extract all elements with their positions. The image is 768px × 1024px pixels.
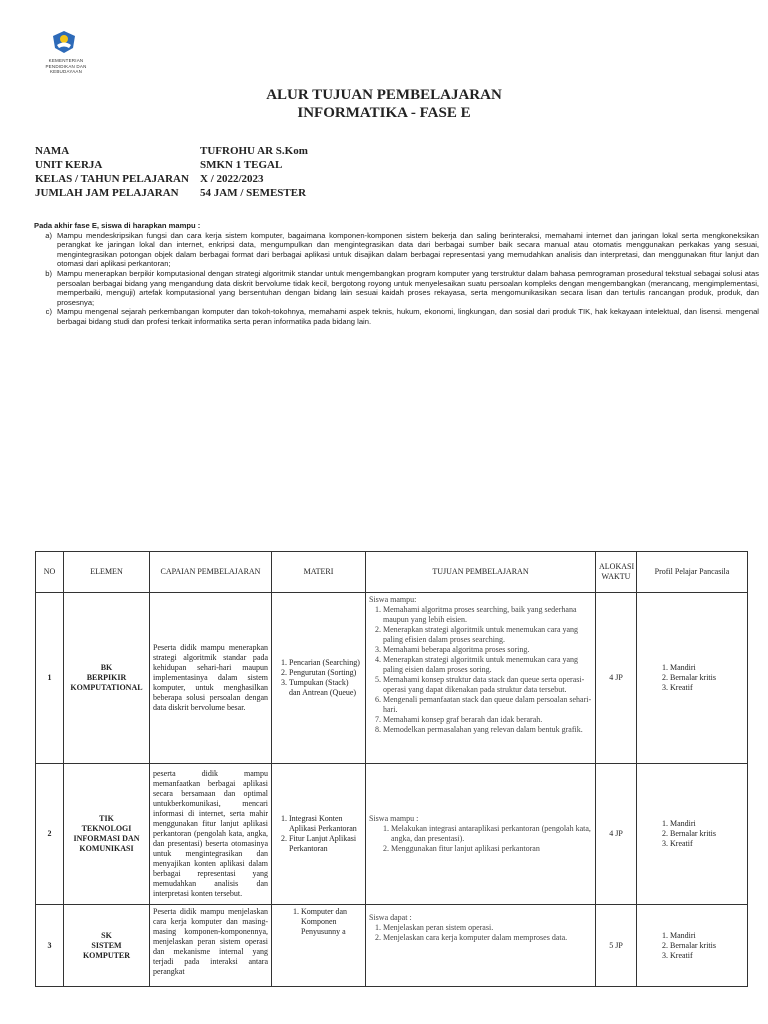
- row-capaian: peserta didik mampu memanfaatkan berbagai aplikasi secara bersamaan dan optimal untukberkomunikasi, mencari informasi di internet, serta mahir menggunakan fitur lanjut aplikasi perkantoran (pengolah kata, angka, dan presentasi) beserta otomasinya untuk mengintegrasikan dan menyajikan konten aplikasi dalam berbagai representasi yang memudahkan analisis dan interpretasi konten tersebut.: [150, 764, 272, 905]
- row-materi: [272, 593, 366, 764]
- tujuan-item: 1. Memahami algoritma proses searching, baik yang sederhana maupun yang lebih eisien.: [383, 605, 592, 625]
- col-header-no: NO: [36, 552, 64, 593]
- identity-block: [35, 144, 308, 200]
- row-materi: [272, 764, 366, 905]
- identity-label: NAMA: [35, 145, 70, 157]
- profil-item: 3. Kreatif: [670, 683, 744, 693]
- intro-text: Mampu mengenal sejarah perkembangan komputer dan tokoh-tokohnya, memahami aspek teknis, hukum, ekonomi, lingkungan, dan sosial dari produk TIK, hak kekayaan intelektual, dan lisensi. mengenal berbagai bidang studi dan profesi terkait informatika serta peran informatika pada bidang lain.: [57, 307, 759, 326]
- learning-path-table: [35, 551, 748, 987]
- col-header-materi: MATERI: [272, 552, 366, 593]
- identity-value: TUFROHU AR S.Kom: [200, 145, 308, 157]
- row-profil: [637, 593, 748, 764]
- row-alokasi: 5 JP: [596, 905, 637, 987]
- tujuan-item: 5. Memahami konsep struktur data stack dan queue serta operasi-operasi yang dapat dikenakan pada struktur data tersebut.: [383, 675, 592, 695]
- intro-marker: c): [45, 307, 52, 317]
- profil-item: 3. Kreatif: [670, 839, 744, 849]
- kemdikbud-logo: [30, 30, 90, 80]
- intro-item: [34, 269, 766, 307]
- tujuan-item: 3. Memahami beberapa algoritma proses soring.: [383, 645, 592, 655]
- elemen-line: KOMPUTER: [82, 950, 131, 960]
- materi-item: 2. Pengurutan (Sorting): [289, 668, 362, 678]
- intro-item: [34, 307, 766, 326]
- tujuan-lead: Siswa mampu:: [369, 595, 417, 604]
- table-header-row: [36, 552, 748, 593]
- row-elemen: [64, 593, 150, 764]
- col-header-tujuan: TUJUAN PEMBELAJARAN: [366, 552, 596, 593]
- tujuan-lead: Siswa mampu :: [369, 814, 419, 823]
- profil-item: 2. Bernalar kritis: [670, 829, 744, 839]
- intro-marker: b): [45, 268, 52, 278]
- tujuan-item: 2. Menggunakan fitur lanjut aplikasi perkantoran: [391, 844, 592, 854]
- row-number: 2: [36, 764, 64, 905]
- learning-outcome-intro: [34, 221, 766, 327]
- materi-item: 2. Fitur Lanjut Aplikasi Perkantoran: [289, 834, 362, 854]
- identity-row: [35, 144, 308, 158]
- profil-item: 1. Mandiri: [670, 663, 744, 673]
- elemen-line: TEKNOLOGI: [81, 824, 132, 833]
- identity-label: JUMLAH JAM PELAJARAN: [35, 187, 179, 199]
- materi-item: 3. Tumpukan (Stack) dan Antrean (Queue): [289, 678, 362, 698]
- row-alokasi: 4 JP: [596, 593, 637, 764]
- elemen-line: BERPIKIR: [86, 673, 127, 682]
- document-title: ALUR TUJUAN PEMBELAJARAN: [266, 87, 502, 103]
- profil-item: 1. Mandiri: [670, 931, 744, 941]
- intro-marker: a): [45, 230, 52, 240]
- col-header-profil: Profil Pelajar Pancasila: [637, 552, 748, 593]
- elemen-line: KOMPUTATIONAL: [70, 683, 143, 692]
- identity-row: [35, 172, 308, 186]
- row-elemen: [64, 905, 150, 987]
- row-capaian: Peserta didik mampu menerapkan strategi algoritmik standar pada kehidupan sehari-hari maupun implementasinya dalam sistem komputer, untuk menghasilkan beberapa solusi persoalan dengan data diskrit bervolume besar.: [150, 593, 272, 764]
- elemen-line: INFORMASI DAN: [73, 834, 140, 843]
- col-header-elemen: ELEMEN: [64, 552, 150, 593]
- row-alokasi: 4 JP: [596, 764, 637, 905]
- row-capaian: Peserta didik mampu menjelaskan cara kerja komputer dan masing- masing komponen-komponennya, menjelaskan peran sistem operasi dan mekanisme internal yang terjadi pada interaksi antara perangkat: [150, 905, 272, 987]
- profil-item: 2. Bernalar kritis: [670, 941, 744, 951]
- intro-text: Mampu menerapkan berpikir komputasional dengan strategi algoritmik standar untuk mengembangkan program komputer yang terstruktur dalam bahasa pemrograman prosedural tekstual sebagai solusi atas persoalan berbagai bidang yang mengandung data diskrit bervolume tidak kecil, bergotong royong untuk menyelesaikan suatu persoalan kompleks dengan mengembangkan (merancang, mengimplementasi, memperbaiki, menguji) artefak komputasional yang bersentuhan dengan bidang lain sesuai kaidah proses rekayasa, serta mengomunikasikan secara lisan dan tertulis rancangan produk, produk, dan prosesnya;: [57, 268, 759, 307]
- table-row: [36, 764, 748, 905]
- elemen-line: BK: [100, 663, 113, 672]
- profil-item: 2. Bernalar kritis: [670, 673, 744, 683]
- tujuan-item: 8. Memodelkan permasalahan yang relevan dalam bentuk grafik.: [383, 725, 592, 735]
- intro-text: Mampu mendeskripsikan fungsi dan cara kerja sistem komputer, bagaimana komponen-komponen sistem bekerja dan saling berinteraksi, memahami internet dan jaringan lokal serta mengkoneksikan perangkat ke jaringan lokal dan internet, enkripsi data, mengumpulkan dan mengintegrasikan data dari berbagai sumber baik secara manual atau otomatis menggunakan perkakas yang sesuai, mengintegrasikan potongan objek dalam berbagai format dari berbagai aplikasi untuk disajikan dalam berbagai representasi yang memudahkan analisis dan interpretasi, dan menggunakan fitur lanjut dan otomasi dari aplikasi perkantoran;: [57, 230, 759, 269]
- tujuan-item: 1. Menjelaskan peran sistem operasi.: [383, 923, 592, 933]
- document-subtitle: INFORMATIKA - FASE E: [297, 105, 471, 121]
- row-elemen: [64, 764, 150, 905]
- col-header-capaian: CAPAIAN PEMBELAJARAN: [150, 552, 272, 593]
- profil-item: 1. Mandiri: [670, 819, 744, 829]
- table-row: [36, 593, 748, 764]
- identity-value: SMKN 1 TEGAL: [200, 159, 283, 171]
- materi-item: 1. Integrasi Konten Aplikasi Perkantoran: [289, 814, 362, 834]
- tujuan-item: 2. Menjelaskan cara kerja komputer dalam memproses data.: [383, 933, 592, 943]
- elemen-line: TIK: [99, 814, 114, 823]
- identity-row: [35, 158, 308, 172]
- row-tujuan: [366, 593, 596, 764]
- identity-value: 54 JAM / SEMESTER: [200, 187, 307, 199]
- logo-caption-line1: KEMENTERIAN: [48, 58, 84, 63]
- identity-row: [35, 186, 308, 200]
- elemen-line: SISTEM: [91, 940, 122, 950]
- row-materi: [272, 905, 366, 987]
- materi-item: 1. Komputer dan Komponen Penyusunny a: [301, 907, 348, 937]
- tujuan-item: 6. Mengenali pemanfaatan stack dan queue dalam persoalan sehari-hari.: [383, 695, 592, 715]
- row-tujuan: [366, 764, 596, 905]
- table-row: [36, 905, 748, 987]
- tujuan-lead: Siswa dapat :: [369, 913, 412, 922]
- col-header-alokasi: ALOKASI WAKTU: [596, 552, 637, 593]
- row-profil: [637, 764, 748, 905]
- tujuan-item: 1. Melakukan integrasi antaraplikasi perkantoran (pengolah kata, angka, dan presentasi).: [391, 824, 592, 844]
- logo-caption-line2: PENDIDIKAN DAN KEBUDAYAAN: [45, 64, 87, 74]
- identity-value: X / 2022/2023: [200, 173, 264, 185]
- identity-label: UNIT KERJA: [35, 159, 103, 171]
- profil-item: 3. Kreatif: [670, 951, 744, 961]
- elemen-line: SK: [101, 930, 112, 940]
- materi-item: 1. Pencarian (Searching): [289, 658, 362, 668]
- identity-label: KELAS / TAHUN PELAJARAN: [35, 173, 189, 185]
- row-tujuan: [366, 905, 596, 987]
- row-number: 1: [36, 593, 64, 764]
- intro-item: [34, 231, 766, 269]
- tut-wuri-handayani-emblem-icon: [51, 30, 77, 54]
- row-profil: [637, 905, 748, 987]
- row-number: 3: [36, 905, 64, 987]
- elemen-line: KOMUNIKASI: [79, 844, 134, 853]
- tujuan-item: 4. Menerapkan strategi algoritmik untuk menemukan cara yang paling eisien dalam proses soring.: [383, 655, 592, 675]
- intro-lead: Pada akhir fase E, siswa di harapkan mampu :: [34, 221, 201, 230]
- tujuan-item: 2. Menerapkan strategi algoritmik untuk menemukan cara yang paling efisien dalam proses searching.: [383, 625, 592, 645]
- tujuan-item: 7. Memahami konsep graf berarah dan idak berarah.: [383, 715, 592, 725]
